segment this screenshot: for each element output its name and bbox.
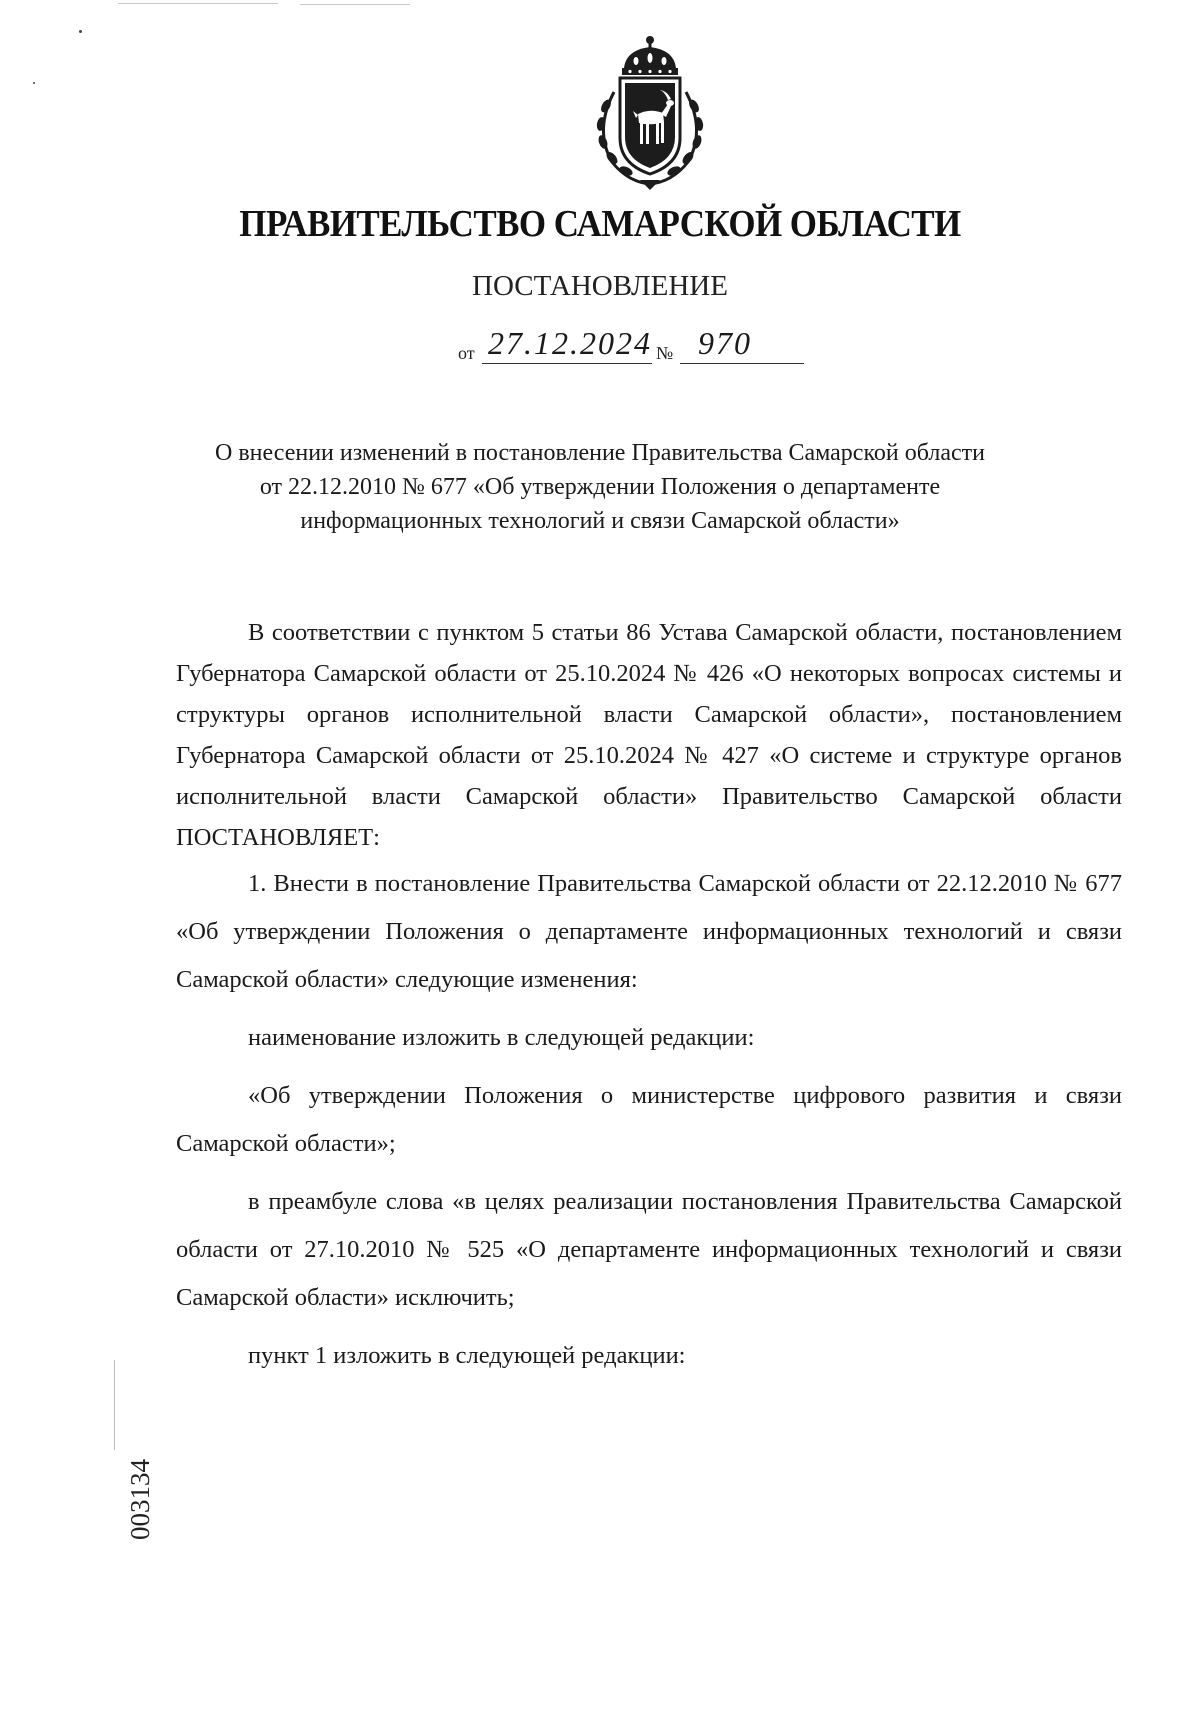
preamble-change-paragraph: в преамбуле слова «в целях реализации постановления Правительства Самарской области от 27.10.2010 № 525 «О департаменте информационных технологий и связи Самарской области» исключить; bbox=[176, 1188, 1122, 1311]
date-underline bbox=[482, 363, 652, 364]
scan-artifact-speck bbox=[33, 82, 35, 84]
document-body bbox=[176, 612, 1122, 1380]
document-date-number bbox=[458, 325, 858, 365]
scan-artifact-line bbox=[118, 3, 278, 4]
samara-coat-of-arms-icon bbox=[588, 34, 712, 190]
document-date: 27.12.2024 bbox=[488, 325, 652, 361]
organization-title: ПРАВИТЕЛЬСТВО САМАРСКОЙ ОБЛАСТИ bbox=[239, 203, 961, 245]
subject-line: информационных технологий и связи Самарской области» bbox=[300, 508, 900, 534]
scan-artifact-speck bbox=[79, 30, 82, 33]
name-change-paragraph: наименование изложить в следующей редакции: bbox=[248, 1024, 755, 1051]
document-type: ПОСТАНОВЛЕНИЕ bbox=[472, 270, 728, 302]
subject-line: от 22.12.2010 № 677 «Об утверждении Положения о департаменте bbox=[259, 474, 941, 500]
item-1-paragraph: 1. Внести в постановление Правительства Самарской области от 22.12.2010 № 677 «Об утверждении Положения о департаменте информационных технологий и связи Самарской области» следующие изменения: bbox=[176, 870, 1122, 993]
date-prefix: от bbox=[458, 343, 475, 363]
point-1-change-paragraph: пункт 1 изложить в следующей редакции: bbox=[248, 1342, 686, 1369]
number-prefix: № bbox=[656, 343, 674, 363]
preamble-paragraph: В соответствии с пунктом 5 статьи 86 Устава Самарской области, постановлением Губернатора Самарской области от 25.10.2024 № 426 «О некоторых вопросах системы и структуры органов исполнительной власти Самарской области», постановлением Губернатора Самарской области от 25.10.2024 № 427 «О системе и структуре органов исполнительной власти Самарской области» Правительство Самарской области ПОСТАНОВЛЯЕТ: bbox=[176, 619, 1122, 851]
subject-line: О внесении изменений в постановление Правительства Самарской области bbox=[215, 440, 985, 466]
scan-artifact-line bbox=[300, 4, 410, 5]
document-number: 970 bbox=[698, 325, 752, 361]
document-subject bbox=[160, 436, 1040, 538]
margin-mark bbox=[114, 1360, 115, 1450]
serial-number: 003134 bbox=[125, 1459, 155, 1540]
new-name-paragraph: «Об утверждении Положения о министерстве цифрового развития и связи Самарской области»; bbox=[176, 1082, 1122, 1157]
number-underline bbox=[680, 363, 804, 364]
